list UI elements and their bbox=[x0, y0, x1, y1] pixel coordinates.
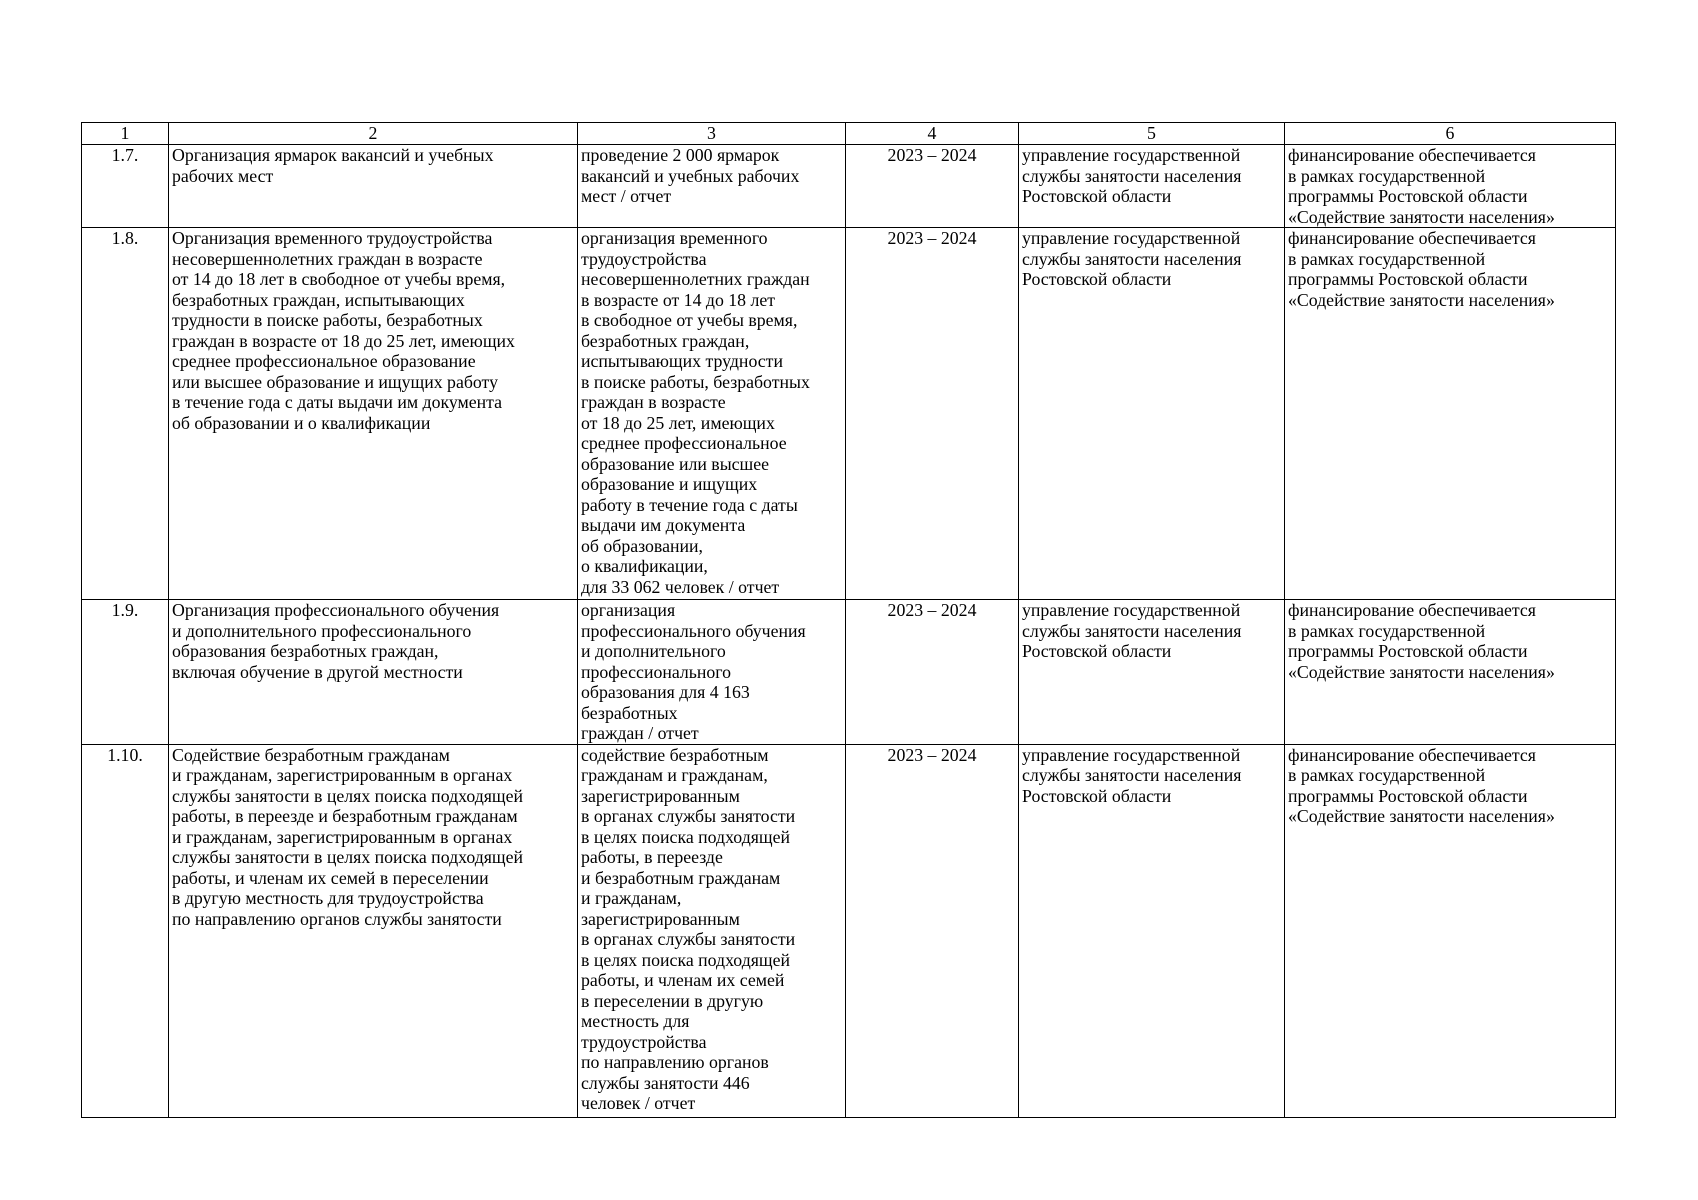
period-text: 2023 – 2024 bbox=[846, 228, 1019, 600]
item-number: 1.7. bbox=[82, 145, 169, 228]
item-number: 1.9. bbox=[82, 600, 169, 745]
column-number: 2 bbox=[169, 123, 578, 145]
financing-text: финансирование обеспечивается в рамках государственной программы Ростовской области «Содействие занятости населения» bbox=[1285, 228, 1616, 600]
period-text: 2023 – 2024 bbox=[846, 145, 1019, 228]
executor-text: управление государственной службы занятости населения Ростовской области bbox=[1019, 744, 1285, 1117]
column-number: 1 bbox=[82, 123, 169, 145]
financing-text: финансирование обеспечивается в рамках государственной программы Ростовской области «Содействие занятости населения» bbox=[1285, 744, 1616, 1117]
executor-text: управление государственной службы занятости населения Ростовской области bbox=[1019, 145, 1285, 228]
column-number: 3 bbox=[578, 123, 846, 145]
column-number: 4 bbox=[846, 123, 1019, 145]
measure-text: Организация профессионального обучения и дополнительного профессионального образования безработных граждан, включая обучение в другой местности bbox=[169, 600, 578, 745]
financing-text: финансирование обеспечивается в рамках государственной программы Ростовской области «Содействие занятости населения» bbox=[1285, 145, 1616, 228]
measure-text: Содействие безработным гражданам и гражданам, зарегистрированным в органах службы занятости в целях поиска подходящей работы, в переезде и безработным гражданам и гражданам, зарегистрированным в органах службы занятости в целях поиска подходящей работы, и членам их семей в переселении в другую местность для трудоустройства по направлению органов службы занятости bbox=[169, 744, 578, 1117]
measures-table bbox=[81, 122, 1616, 1118]
executor-text: управление государственной службы занятости населения Ростовской области bbox=[1019, 600, 1285, 745]
result-text: организация профессионального обучения и дополнительного профессионального образования для 4 163 безработных граждан / отчет bbox=[578, 600, 846, 745]
period-text: 2023 – 2024 bbox=[846, 744, 1019, 1117]
result-text: содействие безработным гражданам и гражданам, зарегистрированным в органах службы занятости в целях поиска подходящей работы, в переезде и безработным гражданам и гражданам, зарегистрированным в органах службы занятости в целях поиска подходящей работы, и членам их семей в переселении в другую местность для трудоустройства по направлению органов службы занятости 446 человек / отчет bbox=[578, 744, 846, 1117]
table-row bbox=[82, 228, 1616, 600]
column-number: 6 bbox=[1285, 123, 1616, 145]
result-text: проведение 2 000 ярмарок вакансий и учебных рабочих мест / отчет bbox=[578, 145, 846, 228]
financing-text: финансирование обеспечивается в рамках государственной программы Ростовской области «Содействие занятости населения» bbox=[1285, 600, 1616, 745]
table-row bbox=[82, 600, 1616, 745]
column-number: 5 bbox=[1019, 123, 1285, 145]
measure-text: Организация временного трудоустройства несовершеннолетних граждан в возрасте от 14 до 18 лет в свободное от учебы время, безработных граждан, испытывающих трудности в поиске работы, безработных граждан в возрасте от 18 до 25 лет, имеющих среднее профессиональное образование или высшее образование и ищущих работу в течение года с даты выдачи им документа об образовании и о квалификации bbox=[169, 228, 578, 600]
item-number: 1.10. bbox=[82, 744, 169, 1117]
item-number: 1.8. bbox=[82, 228, 169, 600]
measure-text: Организация ярмарок вакансий и учебных рабочих мест bbox=[169, 145, 578, 228]
table-row bbox=[82, 744, 1616, 1117]
table-row bbox=[82, 145, 1616, 228]
column-number-row bbox=[82, 123, 1616, 145]
result-text: организация временного трудоустройства несовершеннолетних граждан в возрасте от 14 до 18 лет в свободное от учебы время, безработных граждан, испытывающих трудности в поиске работы, безработных граждан в возрасте от 18 до 25 лет, имеющих среднее профессиональное образование или высшее образование и ищущих работу в течение года с даты выдачи им документа об образовании, о квалификации, для 33 062 человек / отчет bbox=[578, 228, 846, 600]
period-text: 2023 – 2024 bbox=[846, 600, 1019, 745]
executor-text: управление государственной службы занятости населения Ростовской области bbox=[1019, 228, 1285, 600]
